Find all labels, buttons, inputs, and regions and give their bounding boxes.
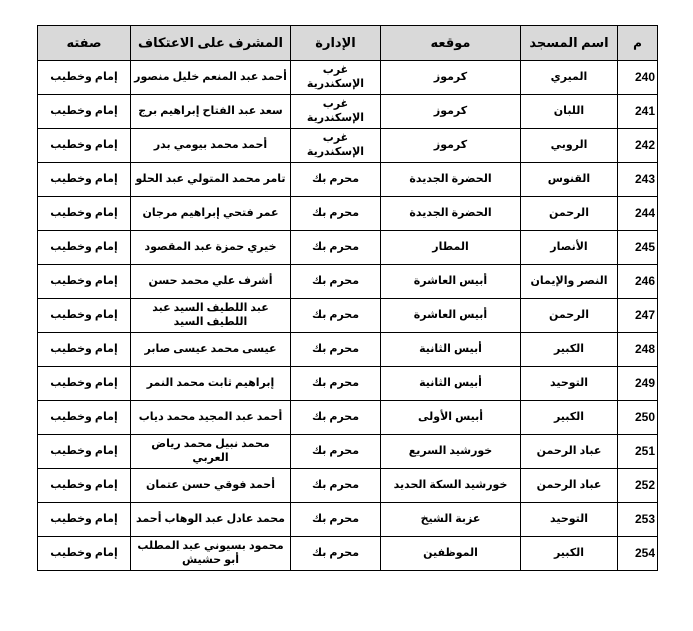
cell-mosque-name: القنوس <box>521 163 618 197</box>
cell-iitikaf-supervisor: عيسى محمد عيسى صابر <box>131 333 291 367</box>
table-row <box>38 95 658 129</box>
cell-title: إمام وخطيب <box>38 197 131 231</box>
cell-administration: محرم بك <box>291 537 381 571</box>
table-row <box>38 503 658 537</box>
cell-administration: محرم بك <box>291 163 381 197</box>
cell-location: المطار <box>381 231 521 265</box>
cell-title: إمام وخطيب <box>38 469 131 503</box>
cell-iitikaf-supervisor: محمد عادل عبد الوهاب أحمد <box>131 503 291 537</box>
table-row <box>38 265 658 299</box>
mosque-iitikaf-table <box>37 25 658 571</box>
cell-iitikaf-supervisor: أحمد محمد بيومي بدر <box>131 129 291 163</box>
cell-title: إمام وخطيب <box>38 95 131 129</box>
cell-administration: غرب الإسكندرية <box>291 95 381 129</box>
cell-iitikaf-supervisor: عمر فتحي إبراهيم مرجان <box>131 197 291 231</box>
cell-title: إمام وخطيب <box>38 163 131 197</box>
cell-title: إمام وخطيب <box>38 435 131 469</box>
cell-mosque-name: الكبير <box>521 401 618 435</box>
table-row <box>38 333 658 367</box>
cell-number: 245 <box>618 231 658 265</box>
cell-title: إمام وخطيب <box>38 61 131 95</box>
cell-location: الموظفين <box>381 537 521 571</box>
table-row <box>38 537 658 571</box>
cell-location: خورشيد السريع <box>381 435 521 469</box>
cell-number: 242 <box>618 129 658 163</box>
cell-administration: محرم بك <box>291 469 381 503</box>
cell-administration: محرم بك <box>291 299 381 333</box>
cell-administration: محرم بك <box>291 231 381 265</box>
cell-iitikaf-supervisor: تامر محمد المتولي عبد الحلو <box>131 163 291 197</box>
cell-location: كرموز <box>381 129 521 163</box>
table-row <box>38 163 658 197</box>
cell-title: إمام وخطيب <box>38 129 131 163</box>
cell-administration: محرم بك <box>291 333 381 367</box>
cell-mosque-name: اللبان <box>521 95 618 129</box>
cell-title: إمام وخطيب <box>38 231 131 265</box>
table-header-row <box>38 26 658 61</box>
cell-number: 246 <box>618 265 658 299</box>
table-body <box>38 61 658 571</box>
cell-administration: غرب الإسكندرية <box>291 61 381 95</box>
cell-mosque-name: الروبي <box>521 129 618 163</box>
cell-number: 252 <box>618 469 658 503</box>
table-row <box>38 299 658 333</box>
cell-mosque-name: عباد الرحمن <box>521 435 618 469</box>
column-header-title: صفته <box>38 26 131 61</box>
cell-location: الحضرة الجديدة <box>381 163 521 197</box>
cell-mosque-name: التوحيد <box>521 503 618 537</box>
column-header-mosque-name: اسم المسجد <box>521 26 618 61</box>
cell-administration: محرم بك <box>291 503 381 537</box>
cell-iitikaf-supervisor: أحمد عبد المجيد محمد دياب <box>131 401 291 435</box>
cell-location: خورشيد السكة الحديد <box>381 469 521 503</box>
table-row <box>38 401 658 435</box>
cell-number: 249 <box>618 367 658 401</box>
cell-administration: محرم بك <box>291 265 381 299</box>
cell-iitikaf-supervisor: سعد عبد الفتاح إبراهيم برج <box>131 95 291 129</box>
cell-mosque-name: الرحمن <box>521 197 618 231</box>
cell-iitikaf-supervisor: أحمد عبد المنعم خليل منصور <box>131 61 291 95</box>
cell-mosque-name: الكبير <box>521 537 618 571</box>
cell-number: 247 <box>618 299 658 333</box>
column-header-number: م <box>618 26 658 61</box>
cell-title: إمام وخطيب <box>38 503 131 537</box>
table-row <box>38 197 658 231</box>
cell-administration: محرم بك <box>291 367 381 401</box>
cell-mosque-name: الأنصار <box>521 231 618 265</box>
cell-title: إمام وخطيب <box>38 401 131 435</box>
cell-mosque-name: الميري <box>521 61 618 95</box>
table-row <box>38 129 658 163</box>
cell-location: عزبة الشيخ <box>381 503 521 537</box>
cell-administration: محرم بك <box>291 401 381 435</box>
cell-title: إمام وخطيب <box>38 333 131 367</box>
column-header-location: موقعه <box>381 26 521 61</box>
cell-number: 241 <box>618 95 658 129</box>
cell-location: أبيس الثانية <box>381 333 521 367</box>
column-header-iitikaf-supervisor: المشرف على الاعتكاف <box>131 26 291 61</box>
table-row <box>38 61 658 95</box>
table-row <box>38 435 658 469</box>
cell-location: كرموز <box>381 95 521 129</box>
cell-iitikaf-supervisor: عبد اللطيف السيد عبد اللطيف السيد <box>131 299 291 333</box>
cell-number: 244 <box>618 197 658 231</box>
cell-title: إمام وخطيب <box>38 299 131 333</box>
cell-mosque-name: الكبير <box>521 333 618 367</box>
cell-mosque-name: الرحمن <box>521 299 618 333</box>
cell-number: 251 <box>618 435 658 469</box>
cell-mosque-name: النصر والإيمان <box>521 265 618 299</box>
cell-number: 243 <box>618 163 658 197</box>
cell-location: أبيس الثانية <box>381 367 521 401</box>
cell-number: 250 <box>618 401 658 435</box>
cell-iitikaf-supervisor: أحمد فوقي حسن عتمان <box>131 469 291 503</box>
cell-mosque-name: التوحيد <box>521 367 618 401</box>
cell-administration: محرم بك <box>291 435 381 469</box>
cell-mosque-name: عباد الرحمن <box>521 469 618 503</box>
cell-location: أبيس العاشرة <box>381 265 521 299</box>
cell-number: 248 <box>618 333 658 367</box>
cell-title: إمام وخطيب <box>38 367 131 401</box>
cell-iitikaf-supervisor: محمود بسيوني عبد المطلب أبو حشيش <box>131 537 291 571</box>
table-row <box>38 367 658 401</box>
cell-location: أبيس العاشرة <box>381 299 521 333</box>
cell-iitikaf-supervisor: إبراهيم ثابت محمد النمر <box>131 367 291 401</box>
column-header-administration: الإدارة <box>291 26 381 61</box>
cell-location: كرموز <box>381 61 521 95</box>
cell-iitikaf-supervisor: أشرف علي محمد حسن <box>131 265 291 299</box>
cell-number: 240 <box>618 61 658 95</box>
table-row <box>38 231 658 265</box>
cell-administration: غرب الإسكندرية <box>291 129 381 163</box>
cell-number: 254 <box>618 537 658 571</box>
cell-location: أبيس الأولى <box>381 401 521 435</box>
cell-iitikaf-supervisor: خيري حمزة عبد المقصود <box>131 231 291 265</box>
cell-number: 253 <box>618 503 658 537</box>
cell-iitikaf-supervisor: محمد نبيل محمد رياض العربي <box>131 435 291 469</box>
cell-administration: محرم بك <box>291 197 381 231</box>
table-row <box>38 469 658 503</box>
cell-location: الحضرة الجديدة <box>381 197 521 231</box>
cell-title: إمام وخطيب <box>38 265 131 299</box>
cell-title: إمام وخطيب <box>38 537 131 571</box>
